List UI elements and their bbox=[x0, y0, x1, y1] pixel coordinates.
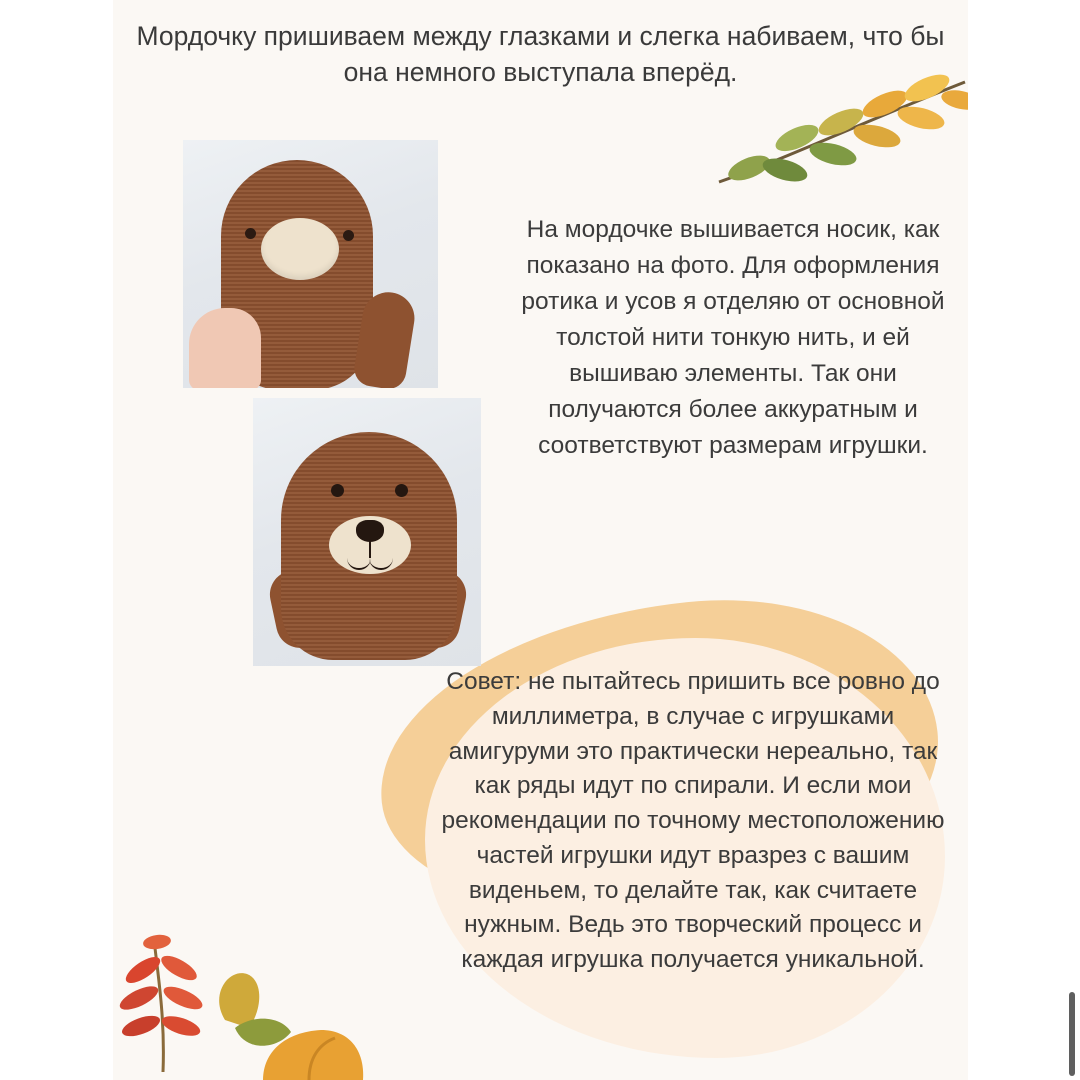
human-hand bbox=[189, 308, 261, 388]
photo-bottom bbox=[253, 398, 481, 666]
toy-nose bbox=[356, 520, 384, 542]
page-gutter-right bbox=[968, 0, 1080, 1080]
page-gutter-left bbox=[0, 0, 113, 1080]
toy-eye-right bbox=[395, 484, 408, 497]
toy-eye-left bbox=[245, 228, 256, 239]
paragraph-bottom: Совет: не пытайтесь пришить все ровно до миллиметра, в случае с игрушками амигуруми это практически нереально, так как ряды идут по спирали. И если мои рекомендации по точному местоположению частей игрушки идут вразрез с вашим виденьем, то делайте так, как считаете нужным. Ведь это творческий процесс и каждая игрушка получается уникальной. bbox=[441, 668, 945, 974]
toy-muzzle bbox=[261, 218, 339, 280]
leaf-branch-icon bbox=[713, 74, 968, 192]
toy-eye-left bbox=[331, 484, 344, 497]
document-sheet bbox=[113, 0, 968, 1080]
photo-top bbox=[183, 140, 438, 388]
heading-text: Мордочку пришиваем между глазками и слегка набиваем, что бы она немного выступала вперёд. bbox=[136, 21, 945, 88]
vertical-scrollbar[interactable] bbox=[1069, 992, 1075, 1076]
toy-eye-right bbox=[343, 230, 354, 241]
paragraph-right: На мордочке вышивается носик, как показано на фото. Для оформления ротика и усов я отделяю от основной толстой нити тонкую нить, и ей вышиваю элементы. Так они получаются более аккуратным и соответствуют размерам игрушки. bbox=[521, 216, 945, 459]
autumn-leaves-icon bbox=[113, 912, 373, 1080]
